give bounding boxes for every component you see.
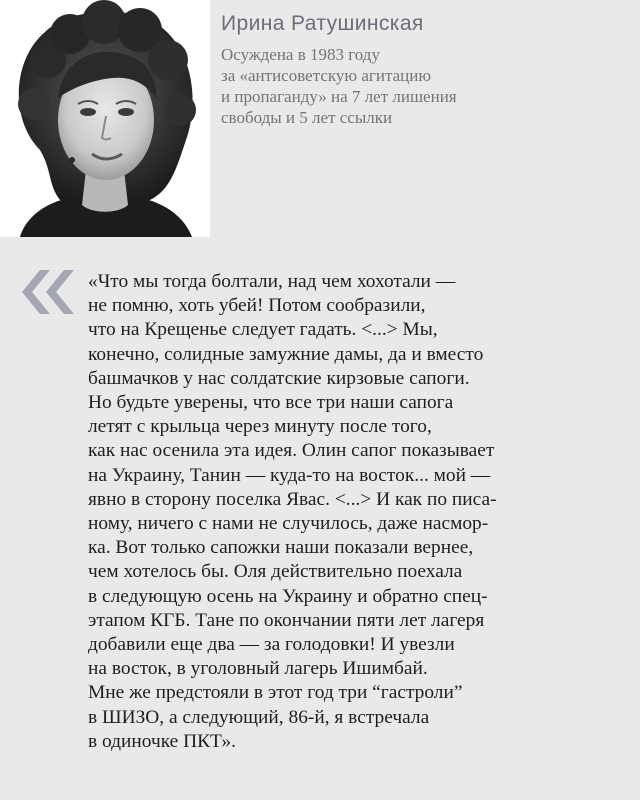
caption-line: за «антисоветскую агитацию bbox=[221, 66, 432, 85]
quote-line: добавили еще два — за голодовки! И увезли bbox=[88, 634, 455, 656]
quote-line: на Украину, Танин — куда-то на восток... мой — bbox=[88, 464, 491, 486]
quote-line: этапом КГБ. Тане по окончании пяти лет лагеря bbox=[88, 609, 485, 631]
double-angle-quote-icon bbox=[20, 268, 76, 316]
caption-line: свободы и 5 лет ссылки bbox=[221, 108, 393, 127]
quote-line: ному, ничего с нами не случилось, даже насмор- bbox=[88, 513, 489, 535]
person-name: Ирина Ратушинская bbox=[221, 12, 424, 35]
caption-line: Осуждена в 1983 году bbox=[221, 45, 380, 64]
caption-line: и пропаганду» на 7 лет лишения bbox=[221, 87, 457, 106]
quote-line: летят с крыльца через минуту после того, bbox=[88, 416, 432, 438]
quote-line: чем хотелось бы. Оля действительно поехала bbox=[88, 561, 463, 583]
quote-line: не помню, хоть убей! Потом сообразили, bbox=[88, 295, 426, 317]
quote-line: Но будьте уверены, что все три наши сапога bbox=[88, 392, 454, 414]
portrait-photo bbox=[0, 0, 210, 237]
quote-line: Мне же предстояли в этот год три “гастроли” bbox=[88, 682, 463, 704]
quote-line: «Что мы тогда болтали, над чем хохотали — bbox=[88, 271, 456, 292]
quote-line: что на Крещенье следует гадать. <...> Мы, bbox=[88, 319, 438, 341]
quote-line: в ШИЗО, а следующий, 86-й, я встречала bbox=[88, 706, 430, 728]
sentence-caption bbox=[221, 44, 621, 128]
quote-line: башмачков у нас солдатские кирзовые сапоги. bbox=[88, 367, 470, 389]
quote-line: в следующую осень на Украину и обратно спец- bbox=[88, 585, 488, 607]
quote-text bbox=[88, 270, 628, 754]
quote-line: в одиночке ПКТ». bbox=[88, 730, 236, 752]
quote-line: ка. Вот только сапожки наши показали вернее, bbox=[88, 537, 474, 559]
quote-line: конечно, солидные замужние дамы, да и вместо bbox=[88, 343, 484, 365]
quote-line: явно в сторону поселка Явас. <...> И как по писа- bbox=[88, 488, 497, 510]
quote-line: как нас осенила эта идея. Олин сапог показывает bbox=[88, 440, 495, 462]
quote-line: на восток, в уголовный лагерь Ишимбай. bbox=[88, 658, 428, 680]
